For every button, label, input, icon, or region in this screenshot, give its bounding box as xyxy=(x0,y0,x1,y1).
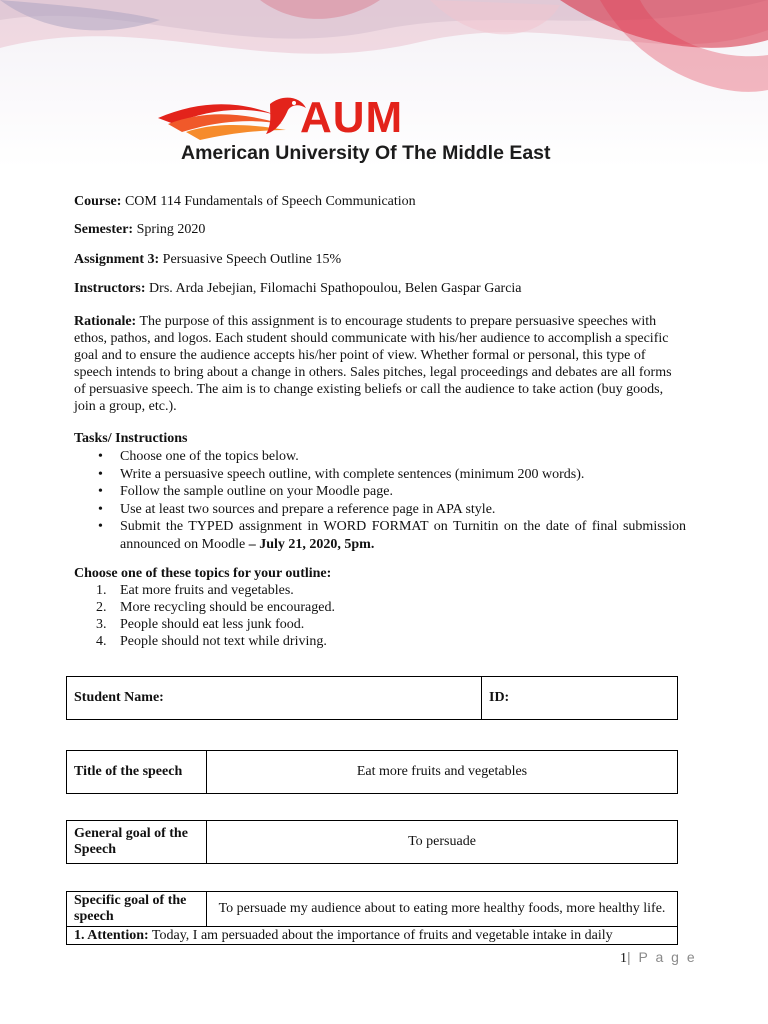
rationale-label: Rationale: xyxy=(74,314,137,329)
list-item: • Follow the sample outline on your Moodle page. xyxy=(74,483,686,501)
topic-text: People should eat less junk food. xyxy=(120,617,305,632)
list-item xyxy=(74,616,335,633)
assignment-label: Assignment 3: xyxy=(74,252,160,267)
logo-wordmark: AUM xyxy=(300,93,404,142)
topic-text: People should not text while driving. xyxy=(120,634,327,649)
instructors-value: Drs. Arda Jebejian, Filomachi Spathopoulou, Belen Gaspar Garcia xyxy=(149,281,522,296)
specific-goal-label-cell: Specific goal of the speech xyxy=(67,892,207,927)
general-goal-table xyxy=(66,820,678,864)
student-name-cell[interactable]: Student Name: xyxy=(67,677,482,720)
assignment-value: Persuasive Speech Outline 15% xyxy=(162,252,342,267)
course-value: COM 114 Fundamentals of Speech Communication xyxy=(124,194,416,209)
list-item xyxy=(74,599,335,616)
page-footer xyxy=(620,949,697,967)
tasks-heading: Tasks/ Instructions xyxy=(74,431,188,446)
course-label: Course: xyxy=(74,194,122,209)
general-goal-value-cell[interactable]: To persuade xyxy=(207,821,678,864)
submission-deadline: – July 21, 2020, 5pm. xyxy=(248,536,375,552)
list-item xyxy=(74,518,686,553)
topic-text: More recycling should be encouraged. xyxy=(120,600,335,615)
semester-line xyxy=(74,221,205,238)
list-item: • Choose one of the topics below. xyxy=(74,448,686,466)
tasks-list xyxy=(74,448,686,553)
topics-heading: Choose one of these topics for your outline: xyxy=(74,566,332,581)
list-item: • Use at least two sources and prepare a reference page in APA style. xyxy=(74,501,686,519)
title-value-cell[interactable]: Eat more fruits and vegetables xyxy=(207,751,678,794)
rationale-paragraph xyxy=(74,313,686,415)
course-line xyxy=(74,193,416,210)
specific-goal-value-cell[interactable]: To persuade my audience about to eating more healthy foods, more healthy life. xyxy=(207,892,678,927)
item-number: 3. xyxy=(96,617,107,632)
list-item: • Write a persuasive speech outline, with complete sentences (minimum 200 words). xyxy=(74,466,686,484)
page-number: 1 xyxy=(620,951,627,966)
semester-value: Spring 2020 xyxy=(136,222,206,237)
student-info-table xyxy=(66,676,678,720)
rationale-text: The purpose of this assignment is to encourage students to prepare persuasive speeches with ethos, pathos, and logos. Each student should communicate with his/her audience to accomplish a specific goal and to ensure the audience accepts his/her point of view. Whether formal or personal, this type of speech intends to bring about a change in others. Sales pitches, legal proceedings and debates are all forms of persuasive speech. The aim is to change existing beliefs or call the audience to take action (buy goods, join a group, etc.). xyxy=(74,314,672,414)
outline-table xyxy=(66,891,678,945)
speech-title-table xyxy=(66,750,678,794)
title-label-cell: Title of the speech xyxy=(67,751,207,794)
list-item xyxy=(74,633,335,650)
topic-text: Eat more fruits and vegetables. xyxy=(120,583,294,598)
general-goal-label-cell: General goal of the Speech xyxy=(67,821,207,864)
attention-text: Today, I am persuaded about the importance of fruits and vegetable intake in daily xyxy=(151,928,613,943)
attention-label: 1. Attention: xyxy=(74,928,149,943)
page-label: | P a g e xyxy=(627,949,697,965)
topics-list xyxy=(74,582,335,650)
item-number: 1. xyxy=(96,583,107,598)
student-id-cell[interactable]: ID: xyxy=(482,677,678,720)
instructors-label: Instructors: xyxy=(74,281,146,296)
submit-instruction: Submit the TYPED assignment in WORD FORMAT on Turnitin on the date of final submission announced on Moodle xyxy=(120,519,686,552)
list-item xyxy=(74,582,335,599)
semester-label: Semester: xyxy=(74,222,134,237)
assignment-line xyxy=(74,251,341,268)
item-number: 4. xyxy=(96,634,107,649)
item-number: 2. xyxy=(96,600,107,615)
header-banner xyxy=(0,0,768,168)
attention-cell[interactable] xyxy=(67,927,678,945)
instructors-line xyxy=(74,280,522,297)
university-name: American University Of The Middle East xyxy=(181,142,551,164)
